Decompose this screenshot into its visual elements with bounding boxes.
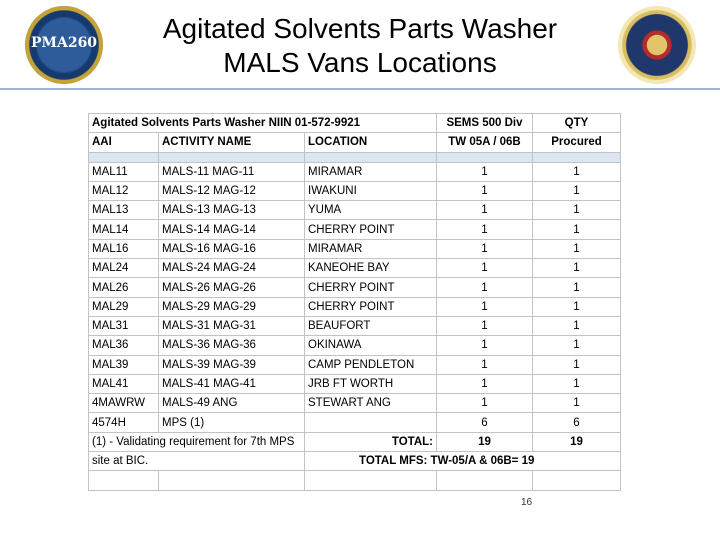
table-header-row-2 [89,133,621,152]
location-cell: CAMP PENDLETON [305,355,437,374]
aai-cell: MAL26 [89,278,159,297]
header-spacer-row [89,152,621,162]
activity-cell: MALS-16 MAG-16 [159,239,305,258]
aai-cell: MAL14 [89,220,159,239]
activity-cell: MALS-24 MAG-24 [159,259,305,278]
location-cell: OKINAWA [305,336,437,355]
tw-cell: 1 [437,374,533,393]
qty-cell: 1 [533,278,621,297]
tw-cell: 1 [437,336,533,355]
location-cell: CHERRY POINT [305,297,437,316]
footnote-line-1: (1) - Validating requirement for 7th MPS [89,432,305,451]
qty-cell: 1 [533,201,621,220]
table-row [89,394,621,413]
activity-cell: MALS-11 MAG-11 [159,162,305,181]
tw-cell: 6 [437,413,533,432]
total-row [89,432,621,451]
activity-cell: MALS-12 MAG-12 [159,181,305,200]
location-cell: MIRAMAR [305,239,437,258]
tw-cell: 1 [437,316,533,335]
activity-cell: MALS-29 MAG-29 [159,297,305,316]
aai-cell: MAL36 [89,336,159,355]
activity-cell: MPS (1) [159,413,305,432]
command-seal-logo [618,6,696,84]
location-cell: KANEOHE BAY [305,259,437,278]
aai-cell: 4MAWRW [89,394,159,413]
qty-cell: 6 [533,413,621,432]
pma260-logo [25,6,103,84]
table-header-row-1 [89,114,621,133]
table-body [89,162,621,432]
activity-cell: MALS-14 MAG-14 [159,220,305,239]
activity-cell: MALS-49 ANG [159,394,305,413]
activity-cell: MALS-39 MAG-39 [159,355,305,374]
aai-cell: MAL31 [89,316,159,335]
washer-locations-table [88,113,621,491]
activity-cell: MALS-31 MAG-31 [159,316,305,335]
aai-cell: MAL41 [89,374,159,393]
table-row [89,181,621,200]
table-row [89,201,621,220]
qty-header: QTY [533,114,621,133]
total-mfs: TOTAL MFS: TW-05/A & 06B= 19 [305,452,621,471]
total-tw: 19 [437,432,533,451]
table-row [89,278,621,297]
aai-cell: MAL24 [89,259,159,278]
total-mfs-row [89,452,621,471]
tw-cell: 1 [437,394,533,413]
qty-cell: 1 [533,394,621,413]
location-cell [305,413,437,432]
tw-cell: 1 [437,220,533,239]
table-row [89,162,621,181]
qty-cell: 1 [533,259,621,278]
location-cell: BEAUFORT [305,316,437,335]
table-row [89,316,621,335]
tw-cell: 1 [437,239,533,258]
aai-cell: MAL29 [89,297,159,316]
title-line-2: MALS Vans Locations [223,47,497,78]
tw-cell: 1 [437,355,533,374]
aai-cell: MAL13 [89,201,159,220]
location-header: LOCATION [305,133,437,152]
location-cell: STEWART ANG [305,394,437,413]
tw-header: TW 05A / 06B [437,133,533,152]
qty-cell: 1 [533,297,621,316]
table-row [89,355,621,374]
footnote-line-2: site at BIC. [89,452,305,471]
location-cell: CHERRY POINT [305,220,437,239]
tw-cell: 1 [437,201,533,220]
aai-cell: MAL16 [89,239,159,258]
table-row [89,297,621,316]
table-row [89,374,621,393]
activity-cell: MALS-36 MAG-36 [159,336,305,355]
aai-cell: MAL39 [89,355,159,374]
logo-left-text: PMA260 [30,35,98,51]
table-row [89,239,621,258]
qty-cell: 1 [533,355,621,374]
tw-cell: 1 [437,278,533,297]
aai-cell: 4574H [89,413,159,432]
empty-row [89,471,621,490]
table-title: Agitated Solvents Parts Washer NIIN 01-572-9921 [89,114,437,133]
slide-title [140,12,580,80]
location-cell: CHERRY POINT [305,278,437,297]
qty-cell: 1 [533,220,621,239]
activity-cell: MALS-13 MAG-13 [159,201,305,220]
procured-header: Procured [533,133,621,152]
qty-cell: 1 [533,181,621,200]
activity-cell: MALS-41 MAG-41 [159,374,305,393]
total-label: TOTAL: [305,432,437,451]
qty-cell: 1 [533,316,621,335]
activity-cell: MALS-26 MAG-26 [159,278,305,297]
sems-header: SEMS 500 Div [437,114,533,133]
aai-cell: MAL12 [89,181,159,200]
page-number: 16 [521,497,533,508]
location-cell: JRB FT WORTH [305,374,437,393]
title-divider [0,88,720,90]
qty-cell: 1 [533,162,621,181]
location-cell: YUMA [305,201,437,220]
qty-cell: 1 [533,239,621,258]
activity-header: ACTIVITY NAME [159,133,305,152]
table-row [89,220,621,239]
qty-cell: 1 [533,374,621,393]
tw-cell: 1 [437,297,533,316]
tw-cell: 1 [437,162,533,181]
table-row [89,336,621,355]
location-cell: MIRAMAR [305,162,437,181]
table-row [89,413,621,432]
qty-cell: 1 [533,336,621,355]
location-cell: IWAKUNI [305,181,437,200]
aai-header: AAI [89,133,159,152]
tw-cell: 1 [437,259,533,278]
total-qty: 19 [533,432,621,451]
tw-cell: 1 [437,181,533,200]
aai-cell: MAL11 [89,162,159,181]
title-line-1: Agitated Solvents Parts Washer [162,13,558,44]
table-row [89,259,621,278]
